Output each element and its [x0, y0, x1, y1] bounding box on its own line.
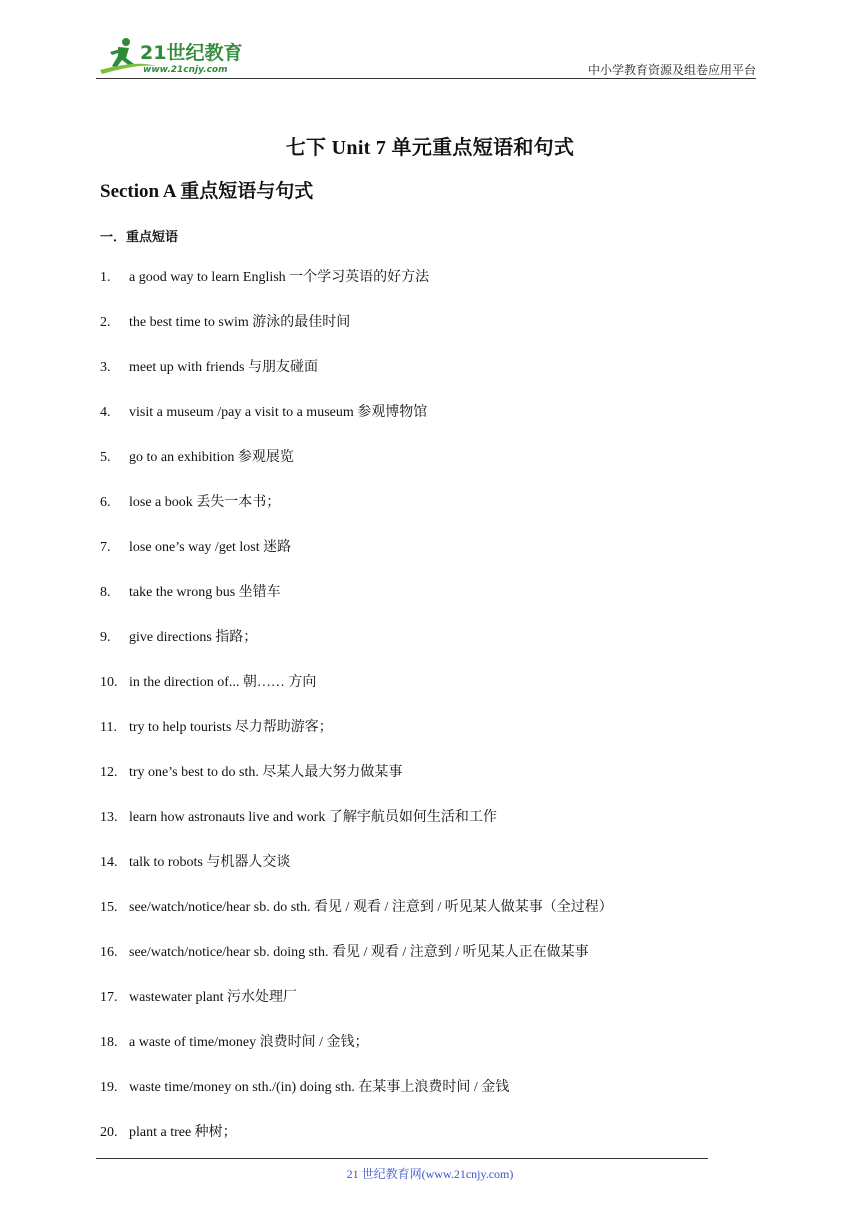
item-text: a good way to learn English 一个学习英语的好方法: [129, 270, 430, 285]
item-number: 11.: [100, 720, 117, 735]
header-divider: [96, 78, 756, 79]
item-number: 20.: [100, 1125, 118, 1140]
item-number: 7.: [100, 540, 111, 555]
svg-text:21世纪教育: 21世纪教育: [140, 42, 243, 64]
list-item: [100, 718, 740, 763]
item-text: learn how astronauts live and work 了解宇航员如何生活和工作: [129, 810, 497, 825]
header-platform-text: 中小学教育资源及组卷应用平台: [587, 63, 756, 77]
item-text: see/watch/notice/hear sb. doing sth. 看见 / 观看 / 注意到 / 听见某人正在做某事: [129, 945, 589, 960]
item-text: try one’s best to do sth. 尽某人最大努力做某事: [129, 765, 403, 780]
item-text: waste time/money on sth./(in) doing sth. 在某事上浪费时间 / 金钱: [129, 1080, 510, 1095]
item-number: 8.: [100, 585, 111, 600]
list-item: [100, 628, 740, 673]
item-number: 1.: [100, 270, 111, 285]
item-number: 15.: [100, 900, 118, 915]
item-number: 2.: [100, 315, 111, 330]
list-item: [100, 808, 740, 853]
list-item: [100, 358, 740, 403]
item-text: in the direction of... 朝…… 方向: [129, 675, 317, 690]
page-title: 七下 Unit 7 单元重点短语和句式: [285, 137, 575, 159]
item-text: wastewater plant 污水处理厂: [129, 990, 297, 1005]
list-item: [100, 673, 740, 718]
item-number: 9.: [100, 630, 111, 645]
item-text: lose a book 丢失一本书；: [129, 495, 281, 510]
item-text: lose one’s way /get lost 迷路: [129, 540, 292, 555]
item-number: 10.: [100, 675, 118, 690]
item-number: 16.: [100, 945, 118, 960]
list-item: [100, 763, 740, 808]
section-title: Section A 重点短语与句式: [100, 181, 314, 202]
list-item: [100, 898, 740, 943]
item-text: see/watch/notice/hear sb. do sth. 看见 / 观看 / 注意到 / 听见某人做某事（全过程）: [129, 900, 613, 915]
item-number: 5.: [100, 450, 111, 465]
list-item: [100, 853, 740, 898]
list-item: [100, 403, 740, 448]
item-number: 12.: [100, 765, 118, 780]
item-number: 17.: [100, 990, 118, 1005]
item-number: 14.: [100, 855, 118, 870]
item-text: try to help tourists 尽力帮助游客；: [129, 720, 333, 735]
item-text: the best time to swim 游泳的最佳时间: [129, 315, 351, 330]
list-item: [100, 448, 740, 493]
footer-divider: [96, 1158, 708, 1159]
list-item: [100, 943, 740, 988]
item-number: 6.: [100, 495, 111, 510]
item-text: visit a museum /pay a visit to a museum 参观博物馆: [129, 405, 428, 420]
list-item: [100, 1078, 740, 1123]
svg-text:www.21cnjy.com: www.21cnjy.com: [143, 65, 228, 75]
item-number: 3.: [100, 360, 111, 375]
list-item: [100, 313, 740, 358]
item-number: 19.: [100, 1080, 118, 1095]
item-number: 13.: [100, 810, 118, 825]
list-item: [100, 493, 740, 538]
item-text: plant a tree 种树；: [129, 1125, 237, 1140]
list-item: [100, 988, 740, 1033]
list-item: [100, 538, 740, 583]
page-header: [96, 34, 756, 78]
item-number: 4.: [100, 405, 111, 420]
footer-link[interactable]: 21 世纪教育网(www.21cnjy.com): [346, 1167, 514, 1181]
item-number: 18.: [100, 1035, 118, 1050]
item-text: talk to robots 与机器人交谈: [129, 855, 291, 870]
item-text: take the wrong bus 坐错车: [129, 585, 281, 600]
item-text: give directions 指路；: [129, 630, 258, 645]
item-text: a waste of time/money 浪费时间 / 金钱；: [129, 1035, 369, 1050]
list-item: [100, 1123, 740, 1168]
list-item: [100, 583, 740, 628]
item-text: meet up with friends 与朋友碰面: [129, 360, 318, 375]
phrase-list: [100, 268, 740, 1168]
subheading: 一．重点短语: [100, 230, 179, 245]
list-item: [100, 1033, 740, 1078]
item-text: go to an exhibition 参观展览: [129, 450, 294, 465]
list-item: [100, 268, 740, 313]
site-logo[interactable]: [96, 34, 266, 78]
